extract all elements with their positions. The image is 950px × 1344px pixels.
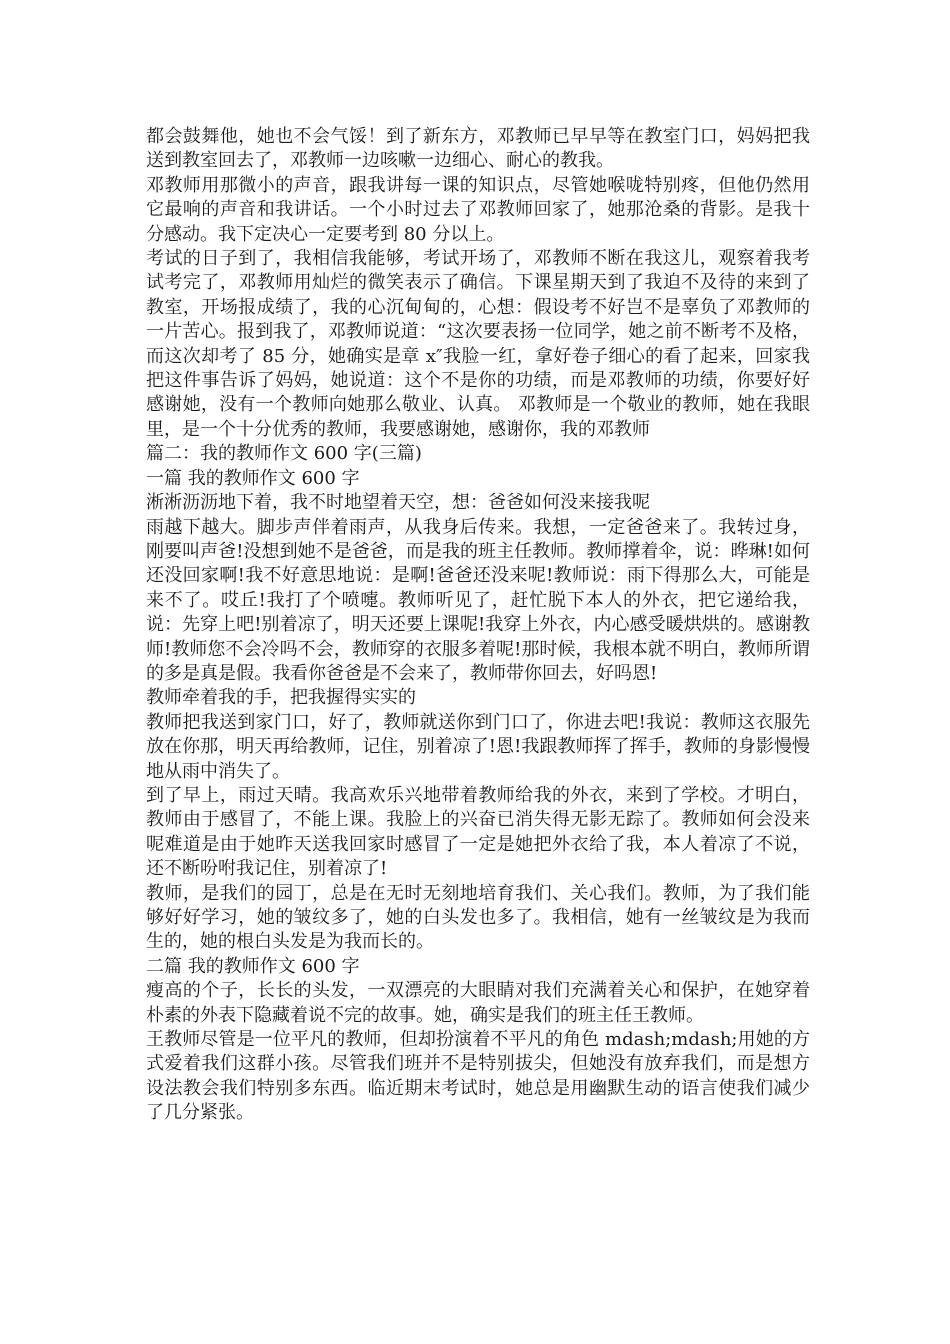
paragraph: 到了早上，雨过天晴。我高欢乐兴地带着教师给我的外衣，来到了学校。才明白，教师由于感冒了，不能上课。我脸上的兴奋已消失得无影无踪了。教师如何会没来呢难道是由于她昨天送我回家时感冒了一定是她把外衣给了我，本人着凉了不说，还不断吩咐我记住，别着凉了! xyxy=(146,784,810,880)
paragraph: 淅淅沥沥地下着，我不时地望着天空，想：爸爸如何没来接我呢 xyxy=(146,492,650,514)
paragraph: 教师牵着我的手，把我握得实实的 xyxy=(146,687,416,709)
paragraph: 雨越下越大。脚步声伴着雨声，从我身后传来。我想，一定爸爸来了。我转过身，刚要叫声爸!没想到她不是爸爸，而是我的班主任教师。教师撑着伞，说：晔琳!如何还没回家啊!我不好意思地说：是啊!爸爸还没来呢!教师说：雨下得那么大，可能是来不了。哎丘!我打了个喷嚏。教师听见了，赶忙脱下本人的外衣，把它递给我，说：先穿上吧!别着凉了，明天还要上课呢!我穿上外衣，内心感受暖烘烘的。感谢教师!教师您不会冷吗不会，教师穿的衣服多着呢!那时候，我根本就不明白，教师所谓的多是真是假。我看你爸爸是不会来了，教师带你回去，好吗恩! xyxy=(146,516,810,684)
paragraph: 考试的日子到了，我相信我能够，考试开场了，邓教师不断在我这儿，观察着我考试考完了，邓教师用灿烂的微笑表示了确信。下课星期天到了我迫不及待的来到了教室，开场报成绩了，我的心沉甸甸的，心想：假设考不好岂不是辜负了邓教师的一片苦心。报到我了，邓教师说道：“这次要表扬一位同学，她之前不断考不及格，而这次却考了 85 分，她确实是章 x″我脸一红，拿好卷子细心的看了起来，回家我把这件事告诉了妈妈，她说道：这个不是你的功绩，而是邓教师的功绩，你要好好感谢她，没有一个教师向她那么敬业、认真。 邓教师是一个敬业的教师，她在我眼里，是一个十分优秀的教师，我要感谢她，感谢你，我的邓教师 xyxy=(146,248,810,440)
paragraph: 邓教师用那微小的声音，跟我讲每一课的知识点，尽管她喉咙特别疼，但他仍然用它最响的声音和我讲话。一个小时过去了邓教师回家了，她那沧桑的背影。是我十分感动。我下定决心一定要考到 80 分以上。 xyxy=(146,174,810,245)
paragraph: 教师把我送到家门口，好了，教师就送你到门口了，你进去吧!我说：教师这衣服先放在你那，明天再给教师，记住，别着凉了!恩!我跟教师挥了挥手，教师的身影慢慢地从雨中消失了。 xyxy=(146,711,810,782)
document-page xyxy=(146,125,810,1126)
paragraph: 瘦高的个子，长长的头发，一双漂亮的大眼睛对我们充满着关心和保护，在她穿着朴素的外表下隐藏着说不完的故事。她，确实是我们的班主任王教师。 xyxy=(146,980,810,1026)
section-heading: 篇二：我的教师作文 600 字(三篇) xyxy=(146,443,422,465)
subsection-heading: 二篇 我的教师作文 600 字 xyxy=(146,955,360,977)
paragraph: 教师，是我们的园丁，总是在无时无刻地培育我们、关心我们。教师，为了我们能够好好学习，她的皱纹多了，她的白头发也多了。我相信，她有一丝皱纹是为我而生的，她的根白头发是为我而长的。 xyxy=(146,882,810,953)
subsection-heading: 一篇 我的教师作文 600 字 xyxy=(146,467,360,489)
paragraph: 王教师尽管是一位平凡的教师，但却扮演着不平凡的角色 mdash;mdash;用她的方式爱着我们这群小孩。尽管我们班并不是特别拔尖，但她没有放弃我们，而是想方设法教会我们特别多东西。临近期末考试时，她总是用幽默生动的语言使我们减少了几分紧张。 xyxy=(146,1029,810,1124)
paragraph: 都会鼓舞他，她也不会气馁！到了新东方，邓教师已早早等在教室门口，妈妈把我送到教室回去了，邓教师一边咳嗽一边细心、耐心的教我。 xyxy=(146,126,810,172)
